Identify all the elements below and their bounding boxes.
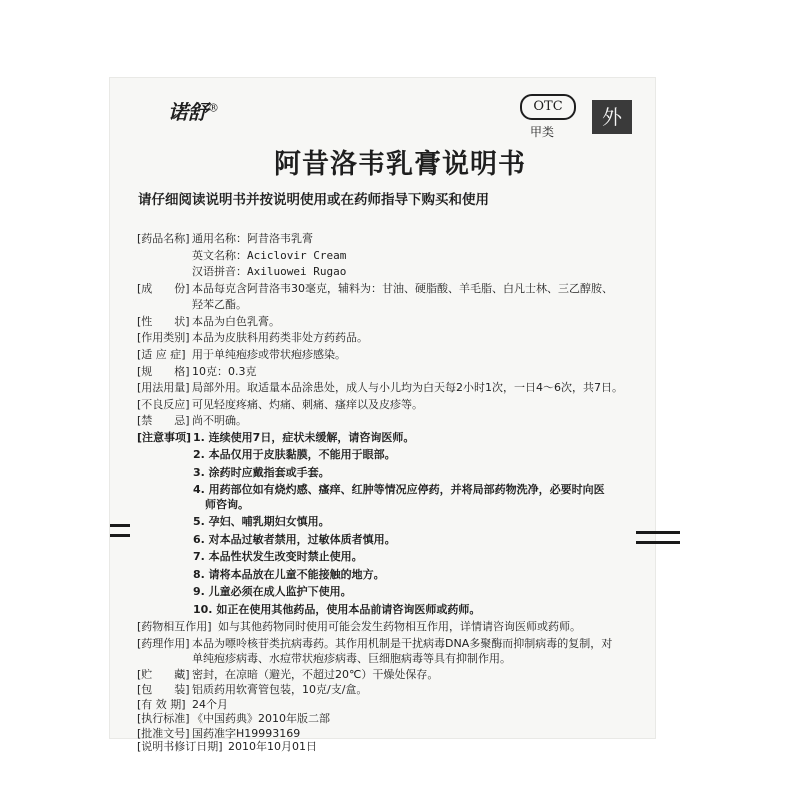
note-item-cont: 师咨询。 xyxy=(205,497,249,511)
field-pharma-label: [药理作用] xyxy=(137,636,190,650)
note-item: 5. 孕妇、哺乳期妇女慎用。 xyxy=(193,515,330,529)
category-text: 本品为皮肤科用药类非处方药药品。 xyxy=(192,331,368,345)
field-indication-label: [适 应 症] xyxy=(137,347,186,361)
field-validity-label: [有 效 期] xyxy=(137,697,186,711)
note-item: 4. 用药部位如有烧灼感、瘙痒、红肿等情况应停药，并将局部药物洗净，必要时向医 xyxy=(193,483,605,497)
spec-text: 10克：0.3克 xyxy=(192,364,257,378)
field-notes-label: [注意事项] xyxy=(137,430,192,444)
package-text: 铝质药用软膏管包装，10克/支/盒。 xyxy=(192,682,368,696)
note-item: 7. 本品性状发生改变时禁止使用。 xyxy=(193,550,363,564)
edge-mark xyxy=(636,541,680,544)
drug-generic-name: 通用名称：阿昔洛韦乳膏 xyxy=(192,232,313,245)
revision-text: 2010年10月01日 xyxy=(228,739,317,753)
brand-name: 诺舒 xyxy=(168,100,208,124)
note-item: 1. 连续使用7日，症状未缓解，请咨询医师。 xyxy=(193,430,415,444)
field-storage-label: [贮 藏] xyxy=(137,668,190,682)
edge-mark xyxy=(636,531,680,534)
document-title: 阿昔洛韦乳膏说明书 xyxy=(274,149,526,180)
external-use-badge: 外 xyxy=(592,100,632,134)
otc-badge: OTC xyxy=(520,94,576,120)
drug-english-name: 英文名称：Aciclovir Cream xyxy=(192,248,347,262)
document-subtitle: 请仔细阅读说明书并按说明使用或在药师指导下购买和使用 xyxy=(138,192,489,208)
drug-pinyin-name: 汉语拼音：Axiluowei Rugao xyxy=(192,265,347,279)
edge-mark xyxy=(110,524,130,527)
edge-mark xyxy=(110,534,130,537)
validity-text: 24个月 xyxy=(192,697,228,711)
field-spec-label: [规 格] xyxy=(137,364,190,378)
usage-text: 局部外用。取适量本品涂患处，成人与小儿均为白天每2小时1次，一日4～6次，共7日。 xyxy=(192,381,623,394)
approval-text: 国药准字H19993169 xyxy=(192,727,301,740)
note-item: 8. 请将本品放在儿童不能接触的地方。 xyxy=(193,567,385,581)
field-revision-label: [说明书修订日期] xyxy=(137,739,223,753)
field-drug-name xyxy=(137,232,190,246)
contra-text: 尚不明确。 xyxy=(192,414,247,428)
note-item: 9. 儿童必须在成人监护下使用。 xyxy=(193,585,352,599)
note-item: 2. 本品仅用于皮肤黏膜，不能用于眼部。 xyxy=(193,448,396,462)
registered-mark: ® xyxy=(208,101,219,115)
composition-text-cont: 羟苯乙酯。 xyxy=(192,298,247,312)
note-item: 10. 如正在使用其他药品，使用本品前请咨询医师或药师。 xyxy=(193,602,481,616)
note-item: 3. 涂药时应戴指套或手套。 xyxy=(193,465,330,479)
adverse-text: 可见轻度疼痛、灼痛、刺痛、瘙痒以及皮疹等。 xyxy=(192,397,423,411)
field-interaction-label: [药物相互作用] xyxy=(137,620,212,634)
composition-text: 本品每克含阿昔洛韦30毫克，辅料为：甘油、硬脂酸、羊毛脂、白凡士林、三乙醇胺、 xyxy=(192,281,613,295)
field-appearance-label: [性 状] xyxy=(137,314,190,328)
field-composition-label: [成 份] xyxy=(137,281,190,295)
appearance-text: 本品为白色乳膏。 xyxy=(192,314,280,328)
field-category-label: [作用类别] xyxy=(137,331,190,345)
indication-text: 用于单纯疱疹或带状疱疹感染。 xyxy=(192,347,346,361)
pharma-text-cont: 单纯疱疹病毒、水痘带状疱疹病毒、巨细胞病毒等具有抑制作用。 xyxy=(192,651,511,665)
field-standard-label: [执行标准] xyxy=(137,712,190,726)
field-label: [药品名称] xyxy=(137,232,190,245)
storage-text: 密封，在凉暗（避光，不超过20℃）干燥处保存。 xyxy=(192,668,439,682)
field-contra-label: [禁 忌] xyxy=(137,414,190,428)
brand-logo xyxy=(168,96,219,125)
field-approval-label: [批准文号] xyxy=(137,727,190,740)
note-item: 6. 对本品过敏者禁用，过敏体质者慎用。 xyxy=(193,532,396,546)
pharma-text: 本品为嘌呤核苷类抗病毒药。其作用机制是干扰病毒DNA多聚酶而抑制病毒的复制，对 xyxy=(192,636,613,650)
field-adverse-label: [不良反应] xyxy=(137,397,190,411)
interaction-text: 如与其他药物同时使用可能会发生药物相互作用，详情请咨询医师或药师。 xyxy=(218,620,581,634)
field-usage-label: [用法用量] xyxy=(137,381,190,394)
field-package-label: [包 装] xyxy=(137,682,190,696)
otc-class-label: 甲类 xyxy=(530,125,555,139)
standard-text: 《中国药典》2010年版二部 xyxy=(192,712,330,726)
